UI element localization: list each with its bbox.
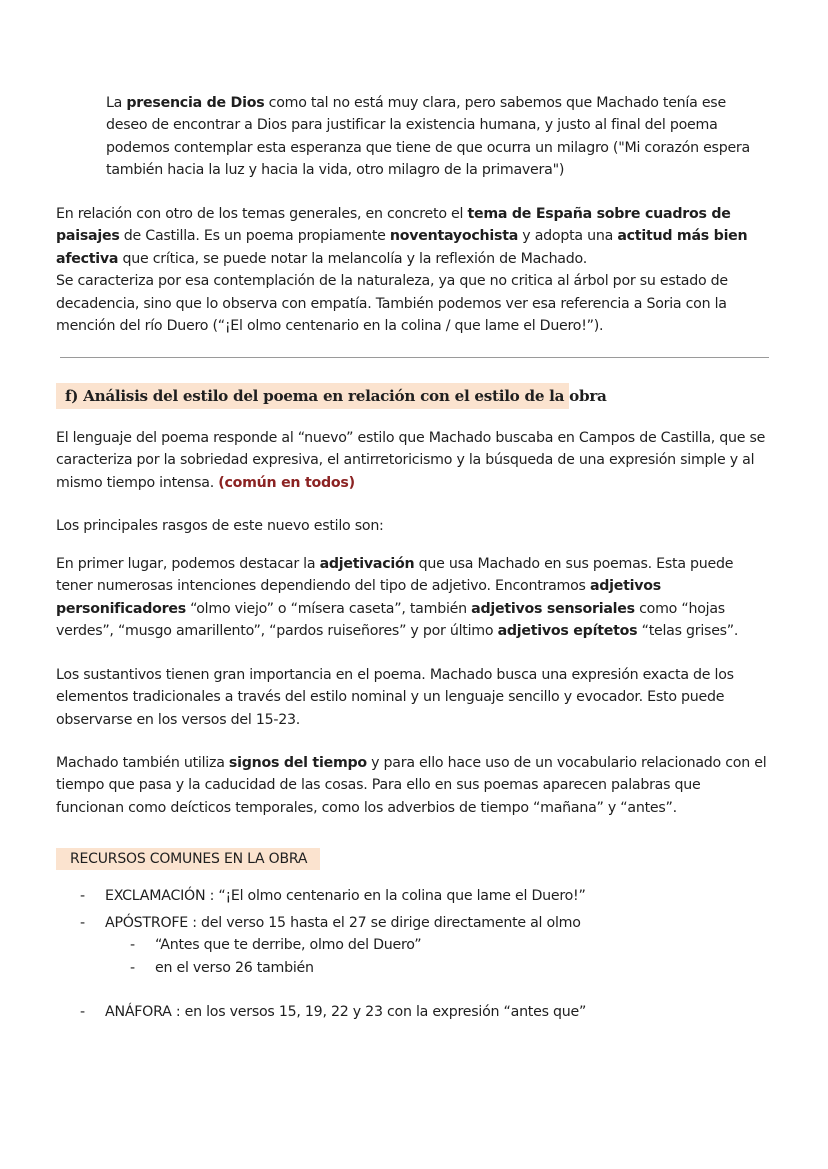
resources-heading: RECURSOS COMUNES EN LA OBRA [56,848,320,870]
time-signs-paragraph: Machado también utiliza signos del tiempo y para ello hace uso de un vocabulario relacionado con el tiempo que pasa y la caducidad de las cosas. Para ello en sus poemas aparecen palabras que funcionan como deícticos temporales, como los adverbios de tiempo “mañana” y “antes”. [56,755,767,816]
sub-list-bullet: - [130,937,136,953]
list-bullet: - [80,888,86,904]
list-item-exclamacion: EXCLAMACIÓN : “¡El olmo centenario en la colina que lame el Duero!” [105,888,586,904]
list-bullet: - [80,915,86,931]
spain-theme-paragraph: En relación con otro de los temas generales, en concreto el tema de España sobre cuadros de paisajes de Castilla. Es un poema propiamente noventayochista y adopta una actitud más bien afectiva que crítica, se puede notar la melancolía y la reflexión de Machado. Se caracteriza por esa contemplación de la naturaleza, ya que no critica al árbol por su estado de decadencia, sino que lo observa con empatía. También podemos ver esa referencia a Soria con la mención del río Duero (“¡El olmo centenario en la colina / que lame el Duero!”). [56,206,748,335]
sub-list-item: “Antes que te derribe, olmo del Duero” [155,937,422,953]
features-intro: Los principales rasgos de este nuevo estilo son: [56,518,384,534]
god-presence-paragraph: La presencia de Dios como tal no está muy clara, pero sabemos que Machado tenía ese deseo de encontrar a Dios para justificar la existencia humana, y justo al final del poema podemos contemplar esta esperanza que tiene de que ocurra un milagro ("Mi corazón espera también hacia la luz y hacia la vida, otro milagro de la primavera") [106,95,750,179]
sub-list-bullet: - [130,960,136,976]
style-paragraph: El lenguaje del poema responde al “nuevo” estilo que Machado buscaba en Campos de Castilla, que se caracteriza por la sobriedad expresiva, el antirretoricismo y la búsqueda de una expresión simple y al mismo tiempo intensa. (común en todos) [56,430,766,491]
adjectives-paragraph: En primer lugar, podemos destacar la adjetivación que usa Machado en sus poemas. Esta puede tener numerosas intenciones dependiendo del tipo de adjetivo. Encontramos adjetivos personificadores “olmo viejo” o “mísera caseta”, también adjetivos sensoriales como “hojas verdes”, “musgo amarillento”, “pardos ruiseñores” y por último adjetivos epítetos “telas grises”. [56,556,739,640]
list-item-apostrofe: APÓSTROFE : del verso 15 hasta el 27 se dirige directamente al olmo [105,915,581,931]
list-bullet: - [80,1004,86,1020]
section-divider [60,357,769,358]
sub-list-item: en el verso 26 también [155,960,314,976]
nouns-paragraph: Los sustantivos tienen gran importancia en el poema. Machado busca una expresión exacta de los elementos tradicionales a través del estilo nominal y un lenguaje sencillo y evocador. Esto puede observarse en los versos del 15-23. [56,667,734,728]
section-heading: f) Análisis del estilo del poema en relación con el estilo de la obra [56,383,569,409]
list-item-anafora: ANÁFORA : en los versos 15, 19, 22 y 23 con la expresión “antes que” [105,1004,587,1020]
